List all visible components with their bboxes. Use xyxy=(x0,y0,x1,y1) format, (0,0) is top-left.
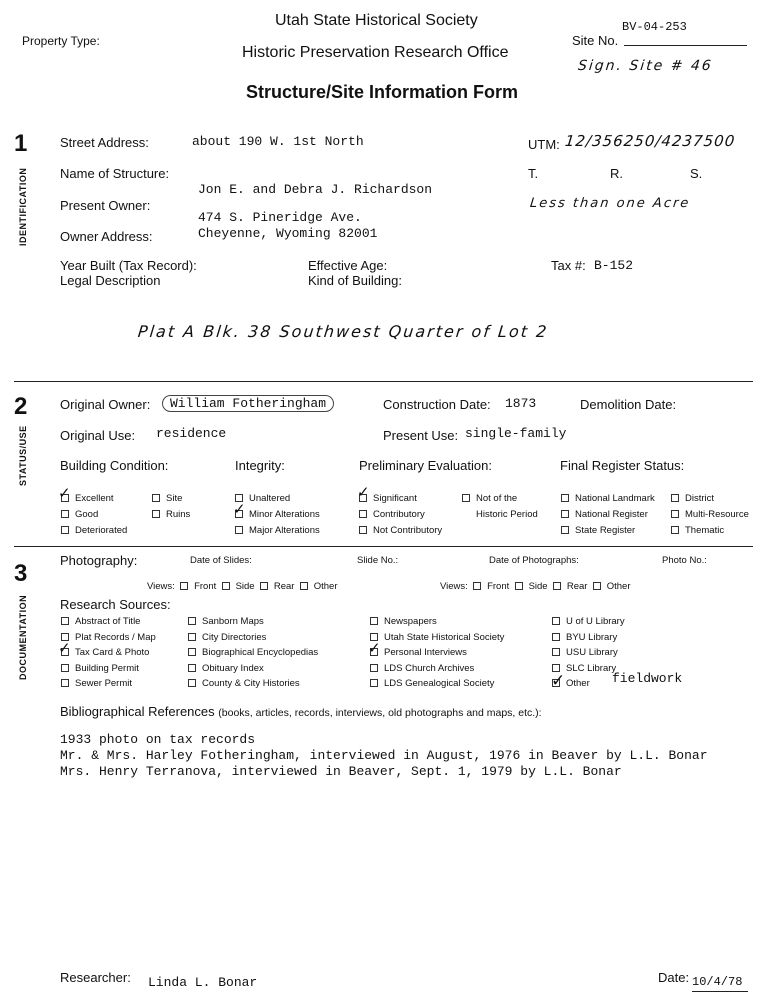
src-tax-card[interactable]: Tax Card & Photo xyxy=(61,647,149,658)
site-no-note: Sign. Site # 46 xyxy=(577,58,714,74)
section-3-side-label: DOCUMENTATION xyxy=(18,594,28,680)
original-use-label: Original Use: xyxy=(60,428,136,443)
src-ushs[interactable]: Utah State Historical Society xyxy=(370,632,504,643)
biblio-ref-3: Mrs. Henry Terranova, interviewed in Beaver, Sept. 1, 1979 by L.L. Bonar xyxy=(60,764,622,779)
src-usu[interactable]: USU Library xyxy=(552,647,618,658)
legal-description-label: Legal Description xyxy=(60,273,161,288)
src-city-directories[interactable]: City Directories xyxy=(188,632,266,643)
original-owner-label: Original Owner: xyxy=(60,397,151,412)
utm-label: UTM: xyxy=(528,137,560,152)
final-national-register[interactable]: National Register xyxy=(561,509,648,520)
effective-age-label: Effective Age: xyxy=(308,258,388,273)
src-county-histories[interactable]: County & City Histories xyxy=(188,678,300,689)
slide-views: Views: Front Side Rear Other xyxy=(147,581,338,592)
building-condition-label: Building Condition: xyxy=(60,458,169,473)
check-mark-minor: ✓ xyxy=(233,500,246,518)
integrity-minor[interactable]: Minor Alterations xyxy=(235,509,320,520)
src-interviews[interactable]: Personal Interviews xyxy=(370,647,467,658)
prelim-contributory[interactable]: Contributory xyxy=(359,509,425,520)
src-plat[interactable]: Plat Records / Map xyxy=(61,632,156,643)
kind-of-building-label: Kind of Building: xyxy=(308,273,402,288)
src-sewer-permit[interactable]: Sewer Permit xyxy=(61,678,132,689)
present-use-value: single-family xyxy=(465,426,567,441)
research-sources-label: Research Sources: xyxy=(60,597,171,612)
construction-date-value: 1873 xyxy=(505,396,537,411)
check-mark-tax-card: ✓ xyxy=(58,639,71,657)
date-label: Date: xyxy=(658,970,690,985)
prelim-historic-period: Historic Period xyxy=(476,509,538,520)
date-value: 10/4/78 xyxy=(692,975,743,989)
cond-excellent[interactable]: Excellent xyxy=(61,493,114,504)
src-byu[interactable]: BYU Library xyxy=(552,632,617,643)
site-no-line xyxy=(624,45,747,46)
demolition-date-label: Demolition Date: xyxy=(580,397,677,412)
photography-label: Photography: xyxy=(60,553,138,568)
src-other[interactable]: Other xyxy=(552,678,590,689)
integrity-unaltered[interactable]: Unaltered xyxy=(235,493,290,504)
src-abstract[interactable]: Abstract of Title xyxy=(61,616,140,627)
construction-date-label: Construction Date: xyxy=(383,397,491,412)
photo-no-label: Photo No.: xyxy=(662,555,707,566)
tax-number-value: B-152 xyxy=(594,258,634,273)
slide-no-label: Slide No.: xyxy=(357,555,399,566)
check-mark-excellent: ✓ xyxy=(58,484,71,502)
acreage-note: Less than one Acre xyxy=(529,196,692,211)
final-landmark[interactable]: National Landmark xyxy=(561,493,655,504)
cond-good[interactable]: Good xyxy=(61,509,98,520)
divider-2 xyxy=(14,546,753,547)
src-biographical[interactable]: Biographical Encyclopedias xyxy=(188,647,318,658)
final-state-register[interactable]: State Register xyxy=(561,525,635,536)
preliminary-evaluation-label: Preliminary Evaluation: xyxy=(359,458,492,473)
section-2-side-label: STATUS/USE xyxy=(18,425,28,486)
src-building-permit[interactable]: Building Permit xyxy=(61,663,139,674)
final-multi-resource[interactable]: Multi-Resource xyxy=(671,509,749,520)
owner-address-label: Owner Address: xyxy=(60,229,153,244)
final-district[interactable]: District xyxy=(671,493,714,504)
biblio-label: Bibliographical References (books, articles, records, interviews, old photographs and maps, etc.): xyxy=(60,704,542,719)
src-lds-genealogical[interactable]: LDS Genealogical Society xyxy=(370,678,494,689)
biblio-ref-1: 1933 photo on tax records xyxy=(60,732,256,747)
prelim-significant[interactable]: Significant xyxy=(359,493,417,504)
check-mark-other: ✓ xyxy=(551,671,566,691)
src-slc[interactable]: SLC Library xyxy=(552,663,616,674)
final-register-label: Final Register Status: xyxy=(560,458,685,473)
office-name: Historic Preservation Research Office xyxy=(242,44,509,61)
owner-address-value: Cheyenne, Wyoming 82001 xyxy=(198,226,378,241)
check-mark-significant: ✓ xyxy=(357,483,370,501)
divider-1 xyxy=(14,381,753,382)
street-label: Street Address: xyxy=(60,135,149,150)
final-thematic[interactable]: Thematic xyxy=(671,525,724,536)
site-no-value: BV-04-253 xyxy=(622,20,687,34)
date-line xyxy=(692,991,748,992)
biblio-ref-2: Mr. & Mrs. Harley Fotheringham, interviewed in August, 1976 in Beaver by L.L. Bonar xyxy=(60,748,708,763)
researcher-value: Linda L. Bonar xyxy=(148,975,258,990)
integrity-label: Integrity: xyxy=(235,458,285,473)
section-label: S. xyxy=(690,166,703,181)
src-sanborn[interactable]: Sanborn Maps xyxy=(188,616,264,627)
cond-deteriorated[interactable]: Deteriorated xyxy=(61,525,127,536)
cond-site[interactable]: Site xyxy=(152,493,182,504)
src-newspapers[interactable]: Newspapers xyxy=(370,616,437,627)
present-use-label: Present Use: xyxy=(383,428,459,443)
photo-views: Views: Front Side Rear Other xyxy=(440,581,631,592)
legal-description-value: Plat A Blk. 38 Southwest Quarter of Lot 2 xyxy=(137,322,550,341)
prelim-not-contributory[interactable]: Not Contributory xyxy=(359,525,442,536)
street-value: about 190 W. 1st North xyxy=(192,134,364,149)
tax-number-label: Tax #: xyxy=(551,258,586,273)
structure-name-label: Name of Structure: xyxy=(60,166,170,181)
site-no-label: Site No. xyxy=(572,33,619,48)
date-of-slides-label: Date of Slides: xyxy=(190,555,252,566)
original-owner-value: William Fotheringham xyxy=(162,395,334,412)
form-title: Structure/Site Information Form xyxy=(246,82,519,102)
integrity-major[interactable]: Major Alterations xyxy=(235,525,320,536)
cond-ruins[interactable]: Ruins xyxy=(152,509,190,520)
property-type-label: Property Type: xyxy=(22,34,100,48)
src-other-value: fieldwork xyxy=(612,671,683,686)
src-obituary[interactable]: Obituary Index xyxy=(188,663,264,674)
check-mark-interviews: ✓ xyxy=(368,639,381,657)
src-lds-archives[interactable]: LDS Church Archives xyxy=(370,663,474,674)
year-built-label: Year Built (Tax Record): xyxy=(60,258,197,273)
section-1-side-label: IDENTIFICATION xyxy=(18,167,28,246)
present-owner-value: 474 S. Pineridge Ave. xyxy=(198,210,362,225)
section-3-number: 3 xyxy=(14,560,28,587)
range-label: R. xyxy=(610,166,623,181)
src-uofu[interactable]: U of U Library xyxy=(552,616,625,627)
researcher-label: Researcher: xyxy=(60,970,131,985)
structure-name-value: Jon E. and Debra J. Richardson xyxy=(198,182,433,197)
utm-value: 12/356250/4237500 xyxy=(564,132,737,150)
township-label: T. xyxy=(528,166,539,181)
section-2-number: 2 xyxy=(14,393,28,420)
org-name: Utah State Historical Society xyxy=(275,12,478,29)
present-owner-label: Present Owner: xyxy=(60,198,151,213)
prelim-not-historic[interactable]: Not of the xyxy=(462,493,517,504)
section-1-number: 1 xyxy=(14,130,28,157)
date-of-photos-label: Date of Photographs: xyxy=(489,555,579,566)
original-use-value: residence xyxy=(156,426,227,441)
